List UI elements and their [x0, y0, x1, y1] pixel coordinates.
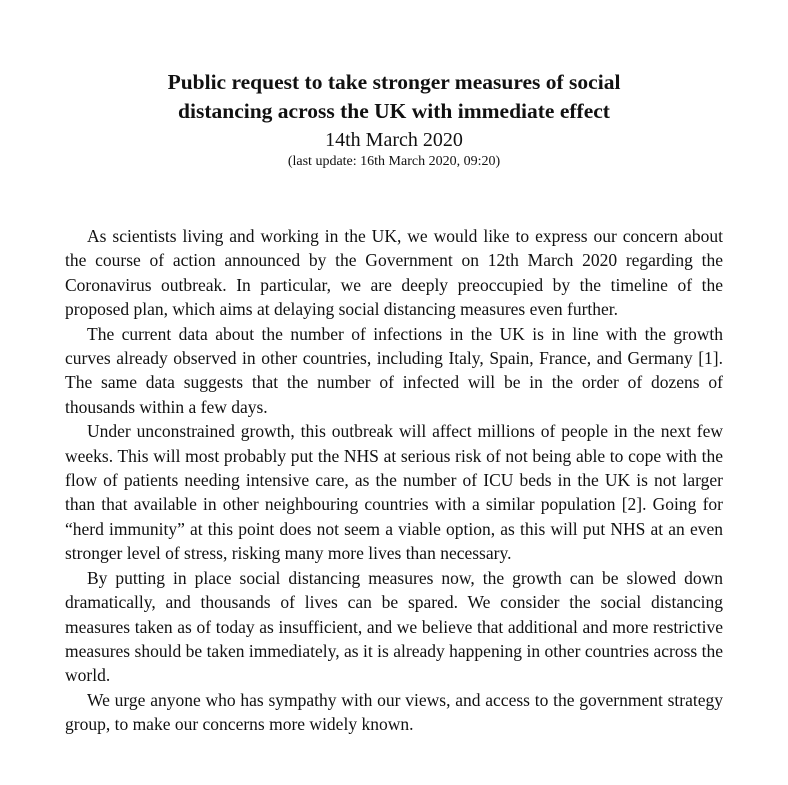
paragraph-unconstrained-growth: Under unconstrained growth, this outbreak will affect millions of people in the next few weeks. This will most probably put the NHS at serious risk of not being able to cope with the flow of patients needing intensive care, as the number of ICU beds in the UK is not larger than that available in other neighbouring countries with a similar population [2]. Going for “herd immunity” at this point does not seem a viable option, as this will put NHS at an even stronger level of stress, risking many more lives than necessary.: [65, 421, 723, 564]
document-title: [0, 68, 788, 126]
title-block: [0, 68, 788, 171]
paragraph-current-data: The current data about the number of infections in the UK is in line with the growth curves already observed in other countries, including Italy, Spain, France, and Germany [1]. The same data suggests that the number of infected will be in the order of dozens of thousands within a few days.: [65, 323, 723, 417]
letter-body: [65, 224, 723, 737]
paragraph-urge: We urge anyone who has sympathy with our views, and access to the government strategy group, to make our concerns more widely known.: [65, 689, 723, 735]
paragraph-concern: As scientists living and working in the UK, we would like to express our concern about the course of action announced by the Government on 12th March 2020 regarding the Coronavirus outbreak. In particular, we are deeply preoccupied by the timeline of the proposed plan, which aims at delaying social distancing measures even further.: [65, 226, 723, 320]
title-line-2: distancing across the UK with immediate effect: [178, 99, 610, 123]
last-update-note: (last update: 16th March 2020, 09:20): [287, 154, 501, 169]
paragraph-social-distancing: By putting in place social distancing measures now, the growth can be slowed down dramatically, and thousands of lives can be spared. We consider the social distancing measures taken as of today as insufficient, and we believe that additional and more restrictive measures should be taken immediately, as it is already happening in other countries across the world.: [65, 567, 723, 686]
title-line-1: Public request to take stronger measures of social: [167, 70, 621, 94]
document-date: 14th March 2020: [325, 129, 463, 151]
